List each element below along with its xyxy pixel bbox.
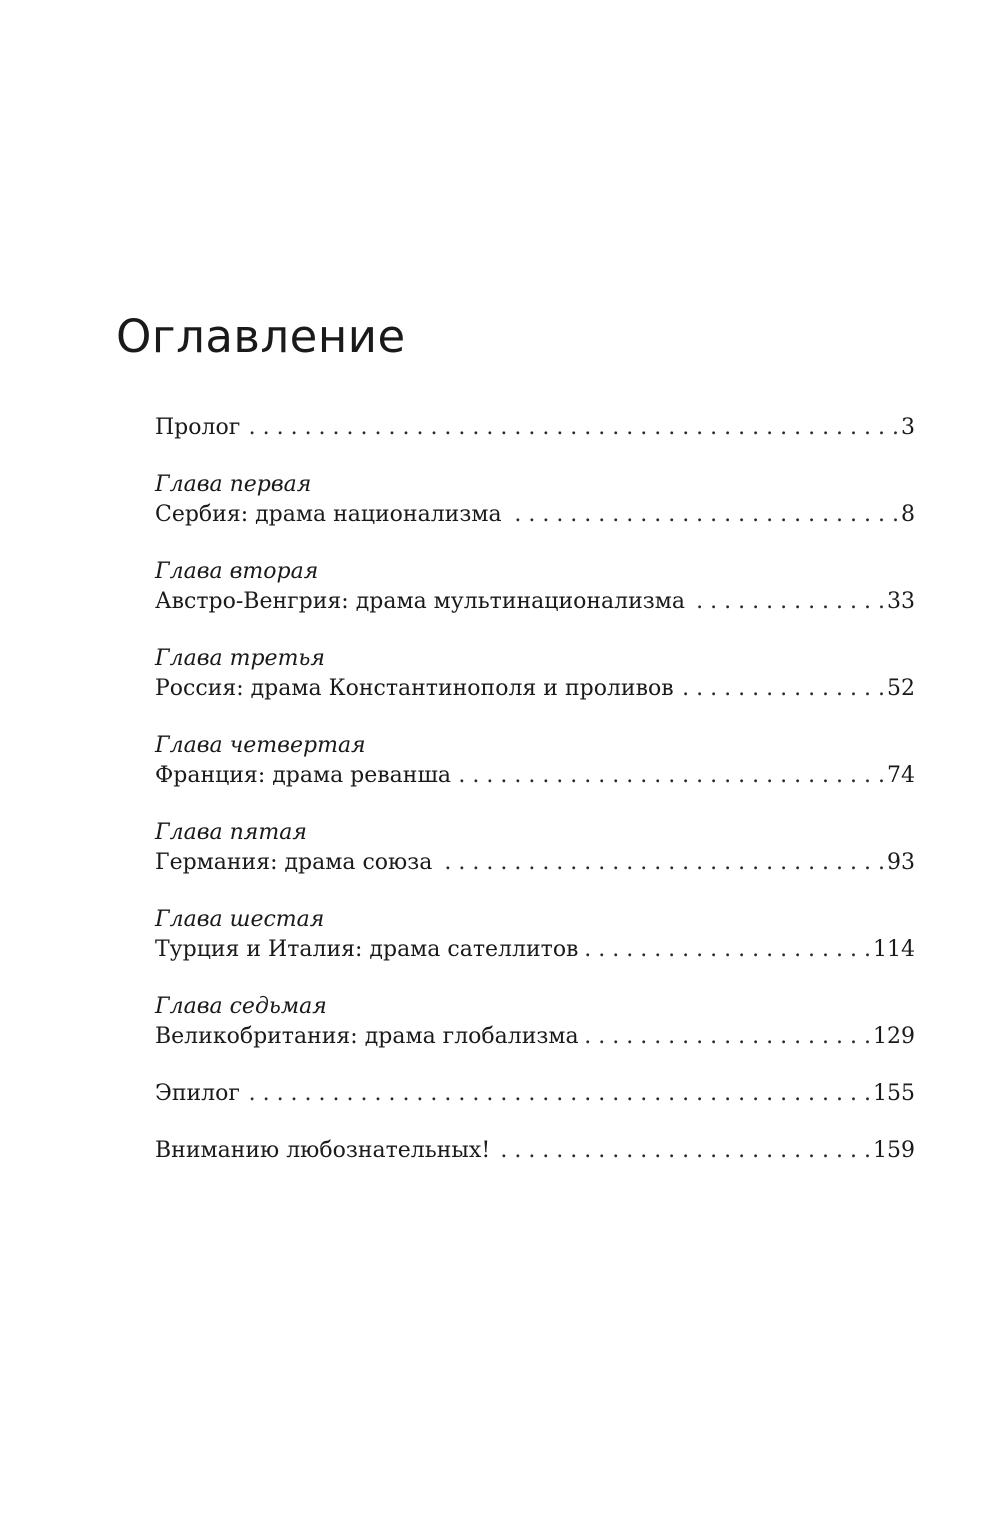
dot-leader — [438, 848, 885, 878]
dot-leader — [496, 1136, 871, 1166]
toc-entry-chapter-6[interactable] — [155, 905, 915, 965]
chapter-label: Глава шестая — [155, 907, 325, 932]
toc-line — [155, 1022, 915, 1052]
toc-entry-prologue[interactable] — [155, 413, 915, 443]
entry-title: Австро-Венгрия: драма мультинационализма — [155, 589, 685, 614]
chapter-label: Глава вторая — [155, 559, 319, 584]
toc-line — [155, 1136, 915, 1166]
toc-entry-chapter-4[interactable] — [155, 731, 915, 791]
dot-leader — [457, 761, 885, 791]
toc-line — [155, 761, 915, 791]
page-number: 3 — [901, 415, 915, 440]
page-number: 159 — [873, 1138, 915, 1163]
page-number: 114 — [873, 937, 915, 962]
toc-entry-chapter-2[interactable] — [155, 557, 915, 617]
entry-title: Турция и Италия: драма сателлитов — [155, 937, 579, 962]
toc-entry-chapter-1[interactable] — [155, 470, 915, 530]
toc-line — [155, 500, 915, 530]
toc-entry-chapter-3[interactable] — [155, 644, 915, 704]
toc-line — [155, 413, 915, 443]
page-number: 129 — [873, 1024, 915, 1049]
entry-title: Германия: драма союза — [155, 850, 433, 875]
toc-line — [155, 935, 915, 965]
page-number: 93 — [887, 850, 915, 875]
page-number: 74 — [887, 763, 915, 788]
entry-title: Сербия: драма национализма — [155, 502, 502, 527]
entry-title: Россия: драма Константинополя и проливов — [155, 676, 674, 701]
page-number: 52 — [887, 676, 915, 701]
toc-entry-appendix[interactable] — [155, 1136, 915, 1166]
toc-line — [155, 587, 915, 617]
toc-entry-chapter-5[interactable] — [155, 818, 915, 878]
entry-title: Эпилог — [155, 1081, 240, 1106]
toc-line — [155, 848, 915, 878]
toc-line — [155, 1079, 915, 1109]
chapter-label: Глава первая — [155, 472, 312, 497]
page-number: 33 — [887, 589, 915, 614]
page-number: 8 — [901, 502, 915, 527]
chapter-label: Глава пятая — [155, 820, 307, 845]
dot-leader — [584, 935, 871, 965]
entry-title: Пролог — [155, 415, 241, 440]
dot-leader — [508, 500, 899, 530]
page-title: Оглавление — [116, 310, 406, 363]
toc-entry-chapter-7[interactable] — [155, 992, 915, 1052]
toc-line — [155, 674, 915, 704]
entry-title: Франция: драма реванша — [155, 763, 452, 788]
entry-title: Вниманию любознательных! — [155, 1138, 491, 1163]
chapter-label: Глава седьмая — [155, 994, 327, 1019]
dot-leader — [585, 1022, 871, 1052]
toc-entry-epilogue[interactable] — [155, 1079, 915, 1109]
entry-title: Великобритания: драма глобализма — [155, 1024, 579, 1049]
chapter-label: Глава четвертая — [155, 733, 366, 758]
page-number: 155 — [873, 1081, 915, 1106]
dot-leader — [246, 413, 899, 443]
chapter-label: Глава третья — [155, 646, 325, 671]
dot-leader — [680, 674, 885, 704]
dot-leader — [691, 587, 885, 617]
dot-leader — [246, 1079, 871, 1109]
